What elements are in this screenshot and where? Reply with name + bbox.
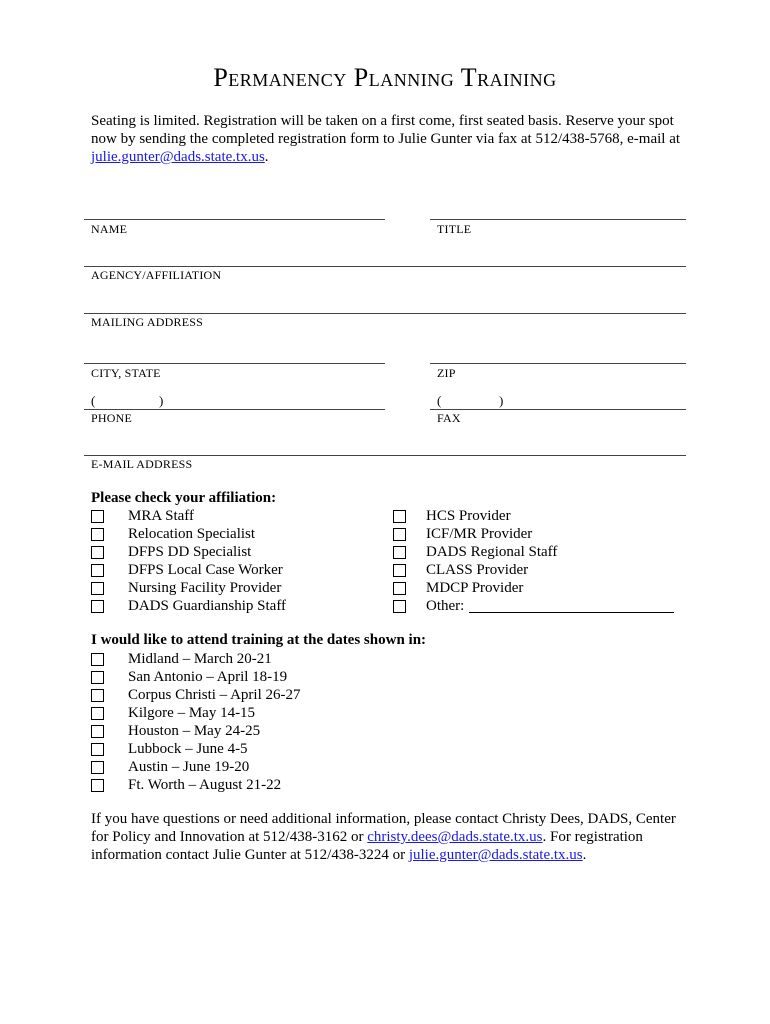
- option-label: DADS Guardianship Staff: [128, 597, 287, 614]
- affiliation-option[interactable]: [91, 507, 194, 525]
- agency-line[interactable]: [84, 266, 686, 267]
- zip-line[interactable]: [430, 363, 686, 364]
- affiliation-option[interactable]: [393, 525, 532, 543]
- email-label: E-MAIL ADDRESS: [91, 457, 193, 471]
- training-date-option[interactable]: [91, 776, 281, 794]
- intro-text: Seating is limited. Registration will be taken on a first come, first seated basis. Reserve your spot now by sending the completed registration form to Julie Gunter via fax at 512/438-5768, e-mail at: [91, 113, 681, 147]
- affiliation-option[interactable]: [91, 525, 255, 543]
- affiliation-option[interactable]: [91, 579, 281, 597]
- option-label: CLASS Provider: [426, 561, 529, 578]
- option-label: ICF/MR Provider: [426, 525, 533, 542]
- checkbox[interactable]: [393, 510, 406, 523]
- option-label: MDCP Provider: [426, 579, 524, 596]
- date-label: Austin – June 19-20: [128, 758, 250, 775]
- intro-paragraph: [91, 112, 681, 166]
- checkbox[interactable]: [91, 779, 104, 792]
- option-label: DADS Regional Staff: [426, 543, 558, 560]
- checkbox[interactable]: [91, 510, 104, 523]
- affiliation-option[interactable]: [91, 597, 286, 615]
- affiliation-option[interactable]: [91, 561, 283, 579]
- checkbox[interactable]: [91, 761, 104, 774]
- zip-label: ZIP: [437, 366, 456, 380]
- affiliation-option[interactable]: [393, 561, 528, 579]
- checkbox[interactable]: [91, 653, 104, 666]
- checkbox[interactable]: [91, 707, 104, 720]
- checkbox[interactable]: [91, 564, 104, 577]
- city-state-label: CITY, STATE: [91, 366, 161, 380]
- checkbox[interactable]: [393, 600, 406, 613]
- page-title: Permanency Planning Training: [213, 63, 557, 92]
- affiliation-option[interactable]: [393, 579, 523, 597]
- fax-area-close: ): [499, 393, 504, 408]
- option-label: MRA Staff: [128, 507, 194, 524]
- julie-email-link[interactable]: julie.gunter@dads.state.tx.us: [408, 847, 583, 863]
- checkbox[interactable]: [393, 528, 406, 541]
- phone-line[interactable]: [84, 409, 385, 410]
- checkbox[interactable]: [393, 564, 406, 577]
- date-label: Houston – May 24-25: [128, 722, 261, 739]
- footer-text: If you have questions or need additional information, please contact Christy Dees, DADS, Center for Policy and Innovation at 512/438-3162 or: [91, 811, 676, 845]
- affiliation-option[interactable]: [91, 543, 251, 561]
- other-input-line[interactable]: [469, 599, 674, 613]
- option-label: Relocation Specialist: [128, 525, 256, 542]
- checkbox[interactable]: [91, 725, 104, 738]
- checkbox[interactable]: [393, 582, 406, 595]
- date-label: Corpus Christi – April 26-27: [128, 686, 301, 703]
- option-label: DFPS Local Case Worker: [128, 561, 283, 578]
- affiliation-option[interactable]: [393, 507, 511, 525]
- city-state-line[interactable]: [84, 363, 385, 364]
- email-line[interactable]: [84, 455, 686, 456]
- training-date-option[interactable]: [91, 758, 249, 776]
- checkbox[interactable]: [91, 743, 104, 756]
- agency-label: AGENCY/AFFILIATION: [91, 268, 222, 282]
- affiliation-heading: Please check your affiliation:: [91, 490, 277, 506]
- footer-text: . For registration information contact Julie Gunter at 512/438-3224 or: [91, 829, 643, 863]
- fax-label: FAX: [437, 411, 461, 425]
- option-label: DFPS DD Specialist: [128, 543, 252, 560]
- title-line[interactable]: [430, 219, 686, 220]
- training-date-option[interactable]: [91, 668, 287, 686]
- intro-end: .: [264, 149, 269, 165]
- date-label: San Antonio – April 18-19: [128, 668, 288, 685]
- affiliation-option[interactable]: [393, 543, 557, 561]
- mailing-address-line[interactable]: [84, 313, 686, 314]
- option-label: HCS Provider: [426, 507, 511, 524]
- intro-email-link[interactable]: julie.gunter@dads.state.tx.us: [91, 149, 265, 165]
- checkbox[interactable]: [393, 546, 406, 559]
- date-label: Kilgore – May 14-15: [128, 704, 256, 721]
- checkbox[interactable]: [91, 546, 104, 559]
- name-line[interactable]: [84, 219, 385, 220]
- phone-area-open: (: [91, 393, 96, 408]
- christy-email-link[interactable]: christy.dees@dads.state.tx.us: [367, 829, 543, 845]
- mailing-address-label: MAILING ADDRESS: [91, 315, 204, 329]
- training-date-option[interactable]: [91, 686, 301, 704]
- training-date-option[interactable]: [91, 740, 248, 758]
- title-label: TITLE: [437, 222, 472, 236]
- date-label: Ft. Worth – August 21-22: [128, 776, 282, 793]
- training-date-option[interactable]: [91, 650, 272, 668]
- checkbox[interactable]: [91, 600, 104, 613]
- checkbox[interactable]: [91, 582, 104, 595]
- checkbox[interactable]: [91, 528, 104, 541]
- affiliation-option-other[interactable]: [393, 597, 674, 615]
- fax-area-open: (: [437, 393, 442, 408]
- option-label: Nursing Facility Provider: [128, 579, 282, 596]
- training-date-option[interactable]: [91, 704, 255, 722]
- option-label: Other:: [426, 597, 465, 614]
- training-date-option[interactable]: [91, 722, 260, 740]
- checkbox[interactable]: [91, 671, 104, 684]
- training-heading: I would like to attend training at the dates shown in:: [91, 632, 427, 648]
- date-label: Midland – March 20-21: [128, 650, 272, 667]
- date-label: Lubbock – June 4-5: [128, 740, 248, 757]
- phone-area-close: ): [159, 393, 164, 408]
- contact-paragraph: [91, 810, 681, 864]
- footer-text: .: [582, 847, 587, 863]
- checkbox[interactable]: [91, 689, 104, 702]
- fax-line[interactable]: [430, 409, 686, 410]
- phone-label: PHONE: [91, 411, 133, 425]
- name-label: NAME: [91, 222, 128, 236]
